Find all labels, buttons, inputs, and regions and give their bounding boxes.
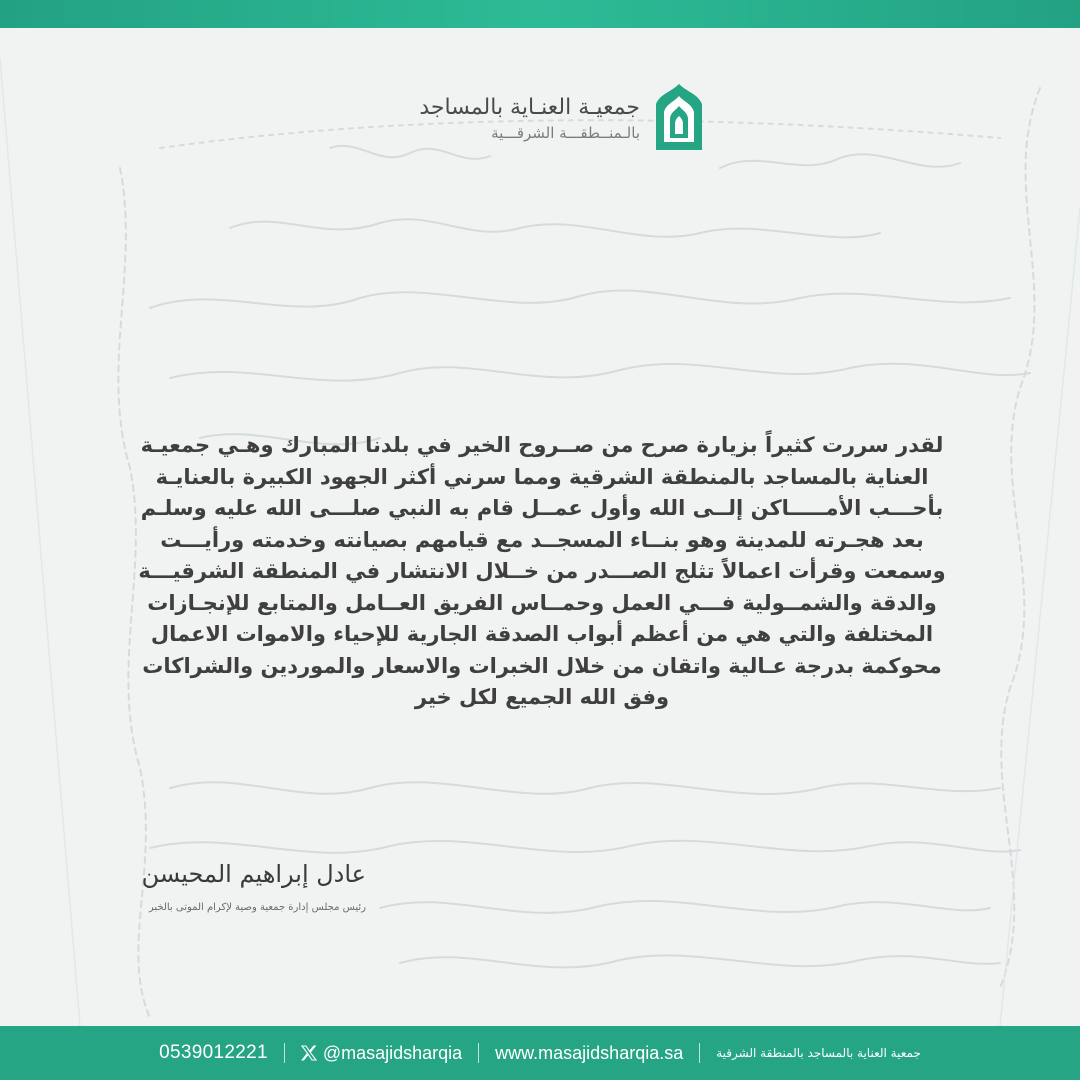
- letter-line: لقدر سررت كثيراً بزيارة صرح من صــروح الخير في بلدنا المبارك وهـي جمعيـة: [140, 433, 944, 457]
- letter-line: محوكمة بدرجة عـالية واتقان من خلال الخبرات والاسعار والموردين والشراكات: [142, 653, 942, 678]
- letter-line: بأحـــب الأمـــــاكن إلــى الله وأول عمــل قام به النبي صلـــى الله عليه وسلـم: [140, 496, 944, 520]
- logo-region: بالـمنــطقـــة الشرقـــية: [491, 124, 640, 142]
- logo: [378, 83, 704, 155]
- top-band: [0, 0, 1080, 28]
- letter-line: وسمعت وقرأت اعمالاً تثلج الصـــدر من خــلال الانتشار في المنطقة الشرقيـــة: [138, 559, 946, 583]
- letter-line: العناية بالمساجد بالمنطقة الشرقية ومما سرني أكثر الجهود الكبيرة بالعنايـة: [155, 464, 929, 489]
- social-handle: @masajidsharqia: [322, 1042, 463, 1063]
- social-link[interactable]: [301, 1043, 462, 1064]
- letter-line: وفق الله الجميع لكل خير: [414, 685, 670, 709]
- mosque-arch-icon: [654, 82, 704, 156]
- logo-name: جمعيـة العنـاية بالمساجد: [419, 95, 640, 120]
- signature-block: [96, 860, 366, 913]
- divider: [478, 1043, 479, 1063]
- letter-line: والدقة والشمــولية فـــي العمل وحمــاس الفريق العــامل والمتابع للإنجـازات: [147, 590, 937, 615]
- divider: [284, 1043, 285, 1063]
- letter-body: [86, 430, 998, 714]
- footer-org-name: جمعية العناية بالمساجد بالمنطقة الشرقية: [716, 1046, 921, 1060]
- divider: [699, 1043, 700, 1063]
- logo-text: [419, 94, 640, 144]
- x-icon: [301, 1045, 317, 1061]
- signatory-name: عادل إبراهيم المحيسن: [141, 860, 366, 888]
- letter-line: المختلفة والتي هي من أعظم أبواب الصدقة الجارية للإحياء والاموات الاعمال: [150, 622, 934, 646]
- website-link[interactable]: www.masajidsharqia.sa: [495, 1042, 684, 1063]
- signatory-title: رئيس مجلس إدارة جمعية وصية لإكرام الموتى بالخبر: [148, 902, 366, 913]
- letter-line: بعد هجـرته للمدينة وهو بنــاء المسجــد مع قيامهم بصيانته وخدمته ورأيـــت: [160, 527, 924, 552]
- phone-number[interactable]: 0539012221: [159, 1042, 268, 1063]
- footer-bar: [0, 1026, 1080, 1080]
